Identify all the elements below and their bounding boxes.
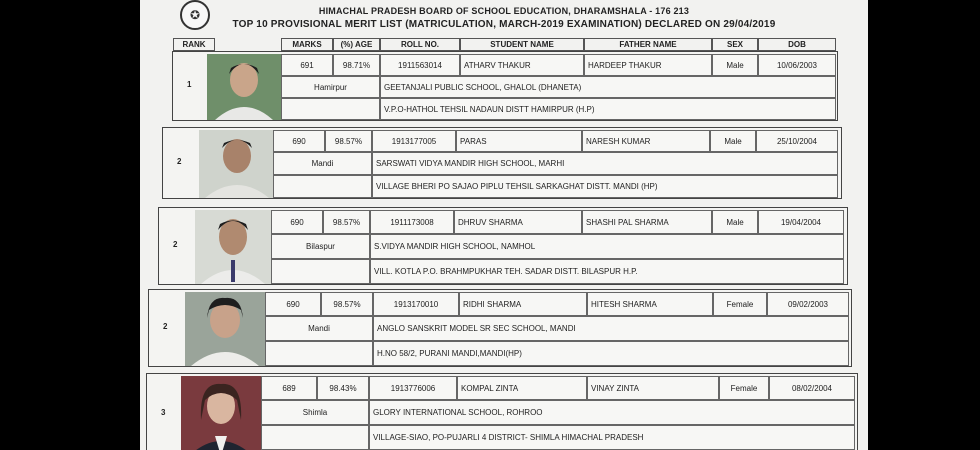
blank-cell (281, 98, 380, 120)
dob-cell: 25/10/2004 (756, 130, 838, 152)
board-name: HIMACHAL PRADESH BOARD OF SCHOOL EDUCATION, DHARAMSHALA - 176 213 (318, 6, 690, 16)
address-cell: H.NO 58/2, PURANI MANDI,MANDI(HP) (373, 341, 849, 366)
student-photo (195, 210, 271, 284)
merit-list-document (140, 0, 868, 450)
district-cell: Shimla (261, 400, 369, 425)
percentage-cell: 98.71% (333, 54, 380, 76)
merit-record (148, 289, 852, 367)
percentage-cell: 98.57% (323, 210, 370, 234)
rank-value: 2 (177, 157, 182, 166)
blank-cell (271, 259, 370, 284)
student-photo (185, 292, 265, 366)
header-roll-no: ROLL NO. (380, 38, 460, 51)
school-cell: GLORY INTERNATIONAL SCHOOL, ROHROO (369, 400, 855, 425)
rank-value: 2 (163, 322, 168, 331)
sex-cell: Female (713, 292, 767, 316)
school-cell: ANGLO SANSKRIT MODEL SR SEC SCHOOL, MANDI (373, 316, 849, 341)
school-cell: S.VIDYA MANDIR HIGH SCHOOL, NAMHOL (370, 234, 844, 259)
roll-number-cell: 1911173008 (370, 210, 454, 234)
merit-list-title: TOP 10 PROVISIONAL MERIT LIST (MATRICULATION, MARCH-2019 EXAMINATION) DECLARED ON 29/04/2019 (232, 19, 776, 30)
marks-cell: 690 (265, 292, 321, 316)
sex-cell: Male (712, 210, 758, 234)
board-emblem-icon: ✪ (180, 0, 210, 30)
marks-cell: 690 (273, 130, 325, 152)
blank-cell (261, 425, 369, 450)
sex-cell: Female (719, 376, 769, 400)
header-student-name: STUDENT NAME (460, 38, 584, 51)
marks-cell: 691 (281, 54, 333, 76)
father-name-cell: NARESH KUMAR (582, 130, 710, 152)
merit-record (158, 207, 848, 285)
header-percentage: (%) AGE (333, 38, 380, 51)
roll-number-cell: 1911563014 (380, 54, 460, 76)
student-name-cell: PARAS (456, 130, 582, 152)
father-name-cell: VINAY ZINTA (587, 376, 719, 400)
percentage-cell: 98.43% (317, 376, 369, 400)
percentage-cell: 98.57% (325, 130, 372, 152)
dob-cell: 09/02/2003 (767, 292, 849, 316)
address-cell: V.P.O-HATHOL TEHSIL NADAUN DISTT HAMIRPUR (H.P) (380, 98, 836, 120)
rank-value: 3 (161, 408, 166, 417)
district-cell: Bilaspur (271, 234, 370, 259)
sex-cell: Male (710, 130, 756, 152)
address-cell: VILLAGE BHERI PO SAJAO PIPLU TEHSIL SARKAGHAT DISTT. MANDI (HP) (372, 175, 838, 198)
student-photo (199, 130, 273, 198)
percentage-cell: 98.57% (321, 292, 373, 316)
student-photo (181, 376, 261, 450)
blank-cell (273, 175, 372, 198)
father-name-cell: HITESH SHARMA (587, 292, 713, 316)
sex-cell: Male (712, 54, 758, 76)
header-marks: MARKS (281, 38, 333, 51)
student-name-cell: ATHARV THAKUR (460, 54, 584, 76)
marks-cell: 689 (261, 376, 317, 400)
school-cell: GEETANJALI PUBLIC SCHOOL, GHALOL (DHANETA) (380, 76, 836, 98)
student-name-cell: RIDHI SHARMA (459, 292, 587, 316)
district-cell: Hamirpur (281, 76, 380, 98)
merit-record (146, 373, 858, 450)
father-name-cell: SHASHI PAL SHARMA (582, 210, 712, 234)
roll-number-cell: 1913170010 (373, 292, 459, 316)
address-cell: VILLAGE-SIAO, PO-PUJARLI 4 DISTRICT- SHIMLA HIMACHAL PRADESH (369, 425, 855, 450)
rank-value: 2 (173, 240, 178, 249)
student-name-cell: KOMPAL ZINTA (457, 376, 587, 400)
marks-cell: 690 (271, 210, 323, 234)
blank-cell (265, 341, 373, 366)
student-name-cell: DHRUV SHARMA (454, 210, 582, 234)
header-dob: DOB (758, 38, 836, 51)
student-photo (207, 54, 281, 120)
district-cell: Mandi (273, 152, 372, 175)
address-cell: VILL. KOTLA P.O. BRAHMPUKHAR TEH. SADAR DISTT. BILASPUR H.P. (370, 259, 844, 284)
roll-number-cell: 1913776006 (369, 376, 457, 400)
dob-cell: 19/04/2004 (758, 210, 844, 234)
rank-value: 1 (187, 80, 192, 89)
dob-cell: 10/06/2003 (758, 54, 836, 76)
merit-record (162, 127, 842, 199)
school-cell: SARSWATI VIDYA MANDIR HIGH SCHOOL, MARHI (372, 152, 838, 175)
header-sex: SEX (712, 38, 758, 51)
district-cell: Mandi (265, 316, 373, 341)
roll-number-cell: 1913177005 (372, 130, 456, 152)
header-rank: RANK (173, 38, 215, 51)
dob-cell: 08/02/2004 (769, 376, 855, 400)
header-father-name: FATHER NAME (584, 38, 712, 51)
father-name-cell: HARDEEP THAKUR (584, 54, 712, 76)
merit-record (172, 51, 838, 121)
